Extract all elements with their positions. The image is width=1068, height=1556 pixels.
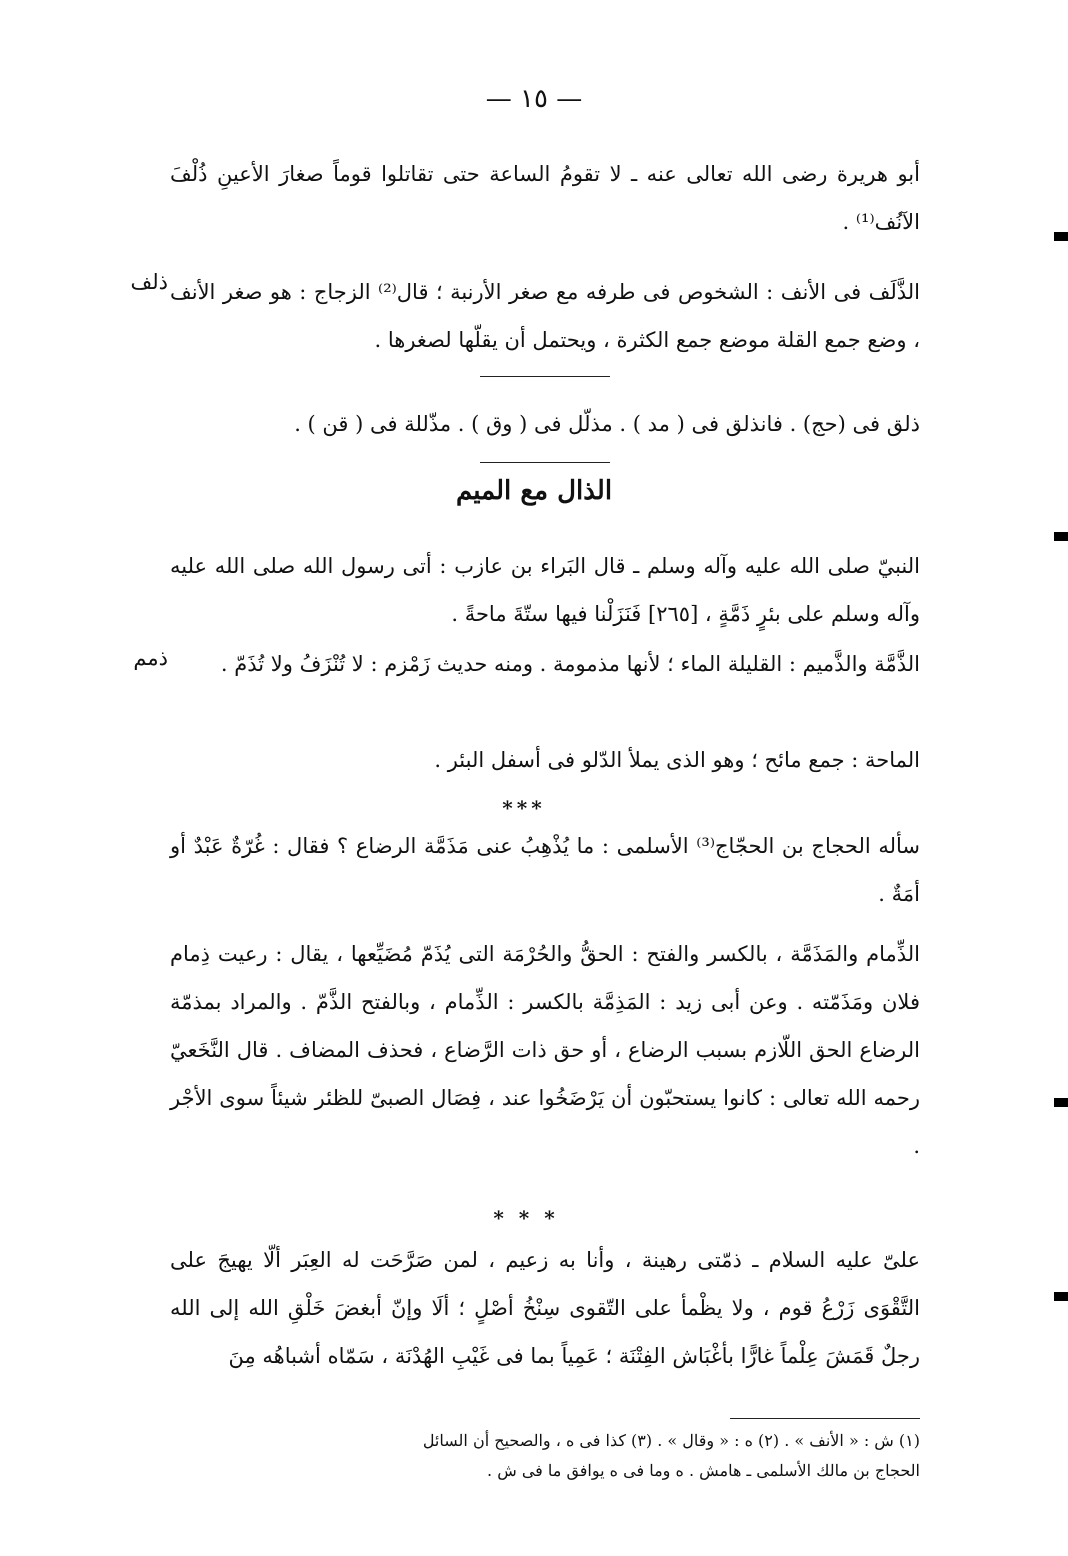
margin-word-dhalaf: ذلف bbox=[130, 270, 168, 294]
paragraph-ali-saying: علىّ عليه السلام ـ ذمّتى رهينة ، وأنا به زعيم ، لمن صَرَّحَت له العِبَر ألّا يهيجَ على التَّقْوَى زَرْعُ قوم ، ولا يظْمأ على التّقوى سِنْخُ أصْلٍ ؛ ألَا وإنّ أبغضَ خَلْقِ الله إلى الله رجلٌ قَمَشَ عِلْماً غارًّا بأغْبَاش الفِتْنَة ؛ عَمِياً بما فى غَيْبِ الهُدْنَة ، سَمّاه أشباهُه مِنَ bbox=[170, 1248, 920, 1368]
divider-rule bbox=[480, 376, 610, 377]
paragraph-hadith-abu-hurayra: أبو هريرة رضى الله تعالى عنه ـ لا تقومُ الساعة حتى تقاتلوا قوماً صغارَ الأعينِ ذُلْفَ الآنُف⁽¹⁾ . bbox=[170, 162, 920, 234]
paragraph-dhimam-definition: الذِّمام والمَذَمَّة ، بالكسر والفتح : الحقُّ والحُرْمَة التى يُذَمّ مُضَيِّعها ، يقال : رعيت ذِمام فلان ومَذَمّته . وعن أبى زيد : المَذِمَّة بالكسر : الذِّمام ، وبالفتح الذَّمّ . والمراد بمذمّة الرضاع الحق اللّازم بسبب الرضاع ، أو حق ذات الرَّضاع ، فحذف المضاف . قال النَّخَعيّ رحمه الله تعالى : كانوا يستحبّون أن يَرْضَخُوا عند ، فِصَال الصبىّ للظئر شيئاً سوى الأجْر . bbox=[170, 942, 920, 1158]
scan-edge-mark bbox=[1054, 232, 1068, 241]
paragraph-cross-references: ذلق فى (حج) . فانذلق فى ( مد ) . مذلّل فى ( وق ) . مذّللة فى ( قن ) . bbox=[294, 412, 920, 436]
page-number: — ١٥ — bbox=[485, 84, 583, 114]
footnote-line: الحجاج بن مالك الأسلمى ـ هامش . ه وما فى ه يوافق ما فى ش . bbox=[487, 1461, 920, 1480]
divider-rule bbox=[480, 462, 610, 463]
section-heading: الذال مع الميم bbox=[455, 476, 613, 506]
paragraph-hadith-bara: النبيّ صلى الله عليه وآله وسلم ـ قال البَراء بن عازب : أتى رسول الله صلى الله عليه وآله وسلم على بئرٍ ذَمَّةٍ ، [٢٦٥] فَنَزَلْنا فيها ستّةَ ماحةً . bbox=[170, 554, 920, 626]
paragraph-maha-definition: الماحة : جمع مائح ؛ وهو الذى يملأ الدّلو فى أسفل البئر . bbox=[434, 748, 920, 772]
section-separator-stars: * * * bbox=[493, 1206, 559, 1230]
scan-edge-mark bbox=[1054, 1292, 1068, 1301]
section-separator-stars: *** bbox=[502, 796, 546, 820]
paragraph-dhamma-definition: الذَّمَّة والذَّميم : القليلة الماء ؛ لأنها مذمومة . ومنه حديث زَمْزم : لا تُنْزَفُ ولا تُذَمّ . bbox=[220, 652, 920, 676]
paragraph-dhalaf-definition: الذَّلَف فى الأنف : الشخوص فى طرفه مع صغر الأرنبة ؛ قال⁽²⁾ الزجاج : هو صغر الأنف ، وضع جمع القلة موضع جمع الكثرة ، ويحتمل أن يقلّها لصغرها . bbox=[170, 280, 920, 352]
footnotes bbox=[195, 1426, 920, 1486]
paragraph-hajjaj-question: سأله الحجاج بن الحجّاج⁽³⁾ الأسلمى : ما يُذْهِبُ عنى مَذَمَّة الرضاع ؟ فقال : غُرّةٌ عَبْدٌ أو أمَةٌ . bbox=[170, 834, 920, 906]
margin-word-dhamm: ذمم bbox=[133, 646, 168, 670]
footnote-line: (١) ش : « الأنف » . (٢) ه : « وقال » . (٣) كذا فى ه ، والصحيح أن السائل bbox=[422, 1431, 920, 1450]
footnote-rule bbox=[730, 1418, 920, 1419]
scan-edge-mark bbox=[1054, 532, 1068, 541]
scan-edge-mark bbox=[1054, 1098, 1068, 1107]
